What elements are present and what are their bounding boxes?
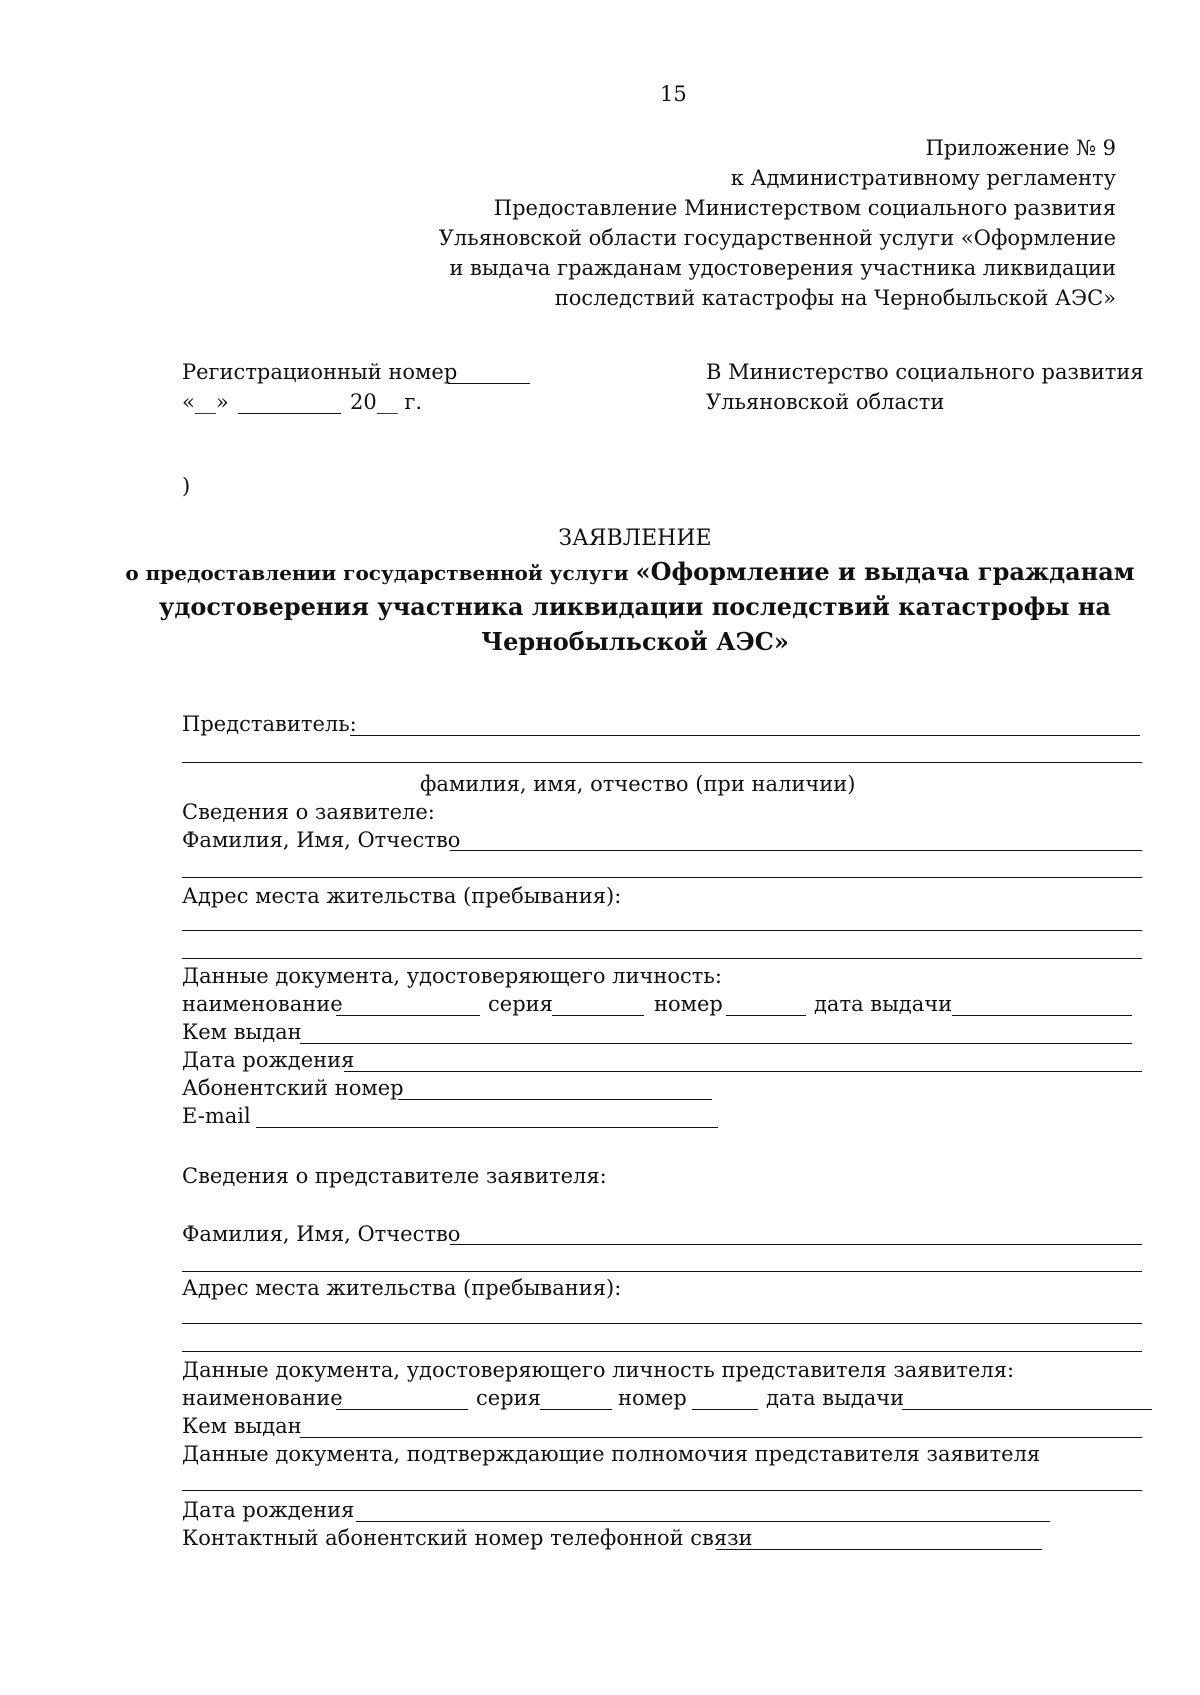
applicant-number-label: номер bbox=[654, 992, 723, 1016]
registration-month-line[interactable] bbox=[238, 413, 341, 414]
appendix-line-4: Ульяновской области государственной услуги «Оформление bbox=[438, 226, 1116, 250]
applicant-email-label: E-mail bbox=[182, 1104, 251, 1128]
title-sub-bold: «Оформление и выдача гражданам bbox=[635, 557, 1135, 586]
addressee-line-2: Ульяновской области bbox=[706, 390, 945, 414]
rep-series-label: серия bbox=[476, 1386, 541, 1410]
rep-phone-label: Контактный абонентский номер телефонной связи bbox=[182, 1526, 753, 1550]
fio-caption: фамилия, имя, отчество (при наличии) bbox=[420, 772, 856, 796]
rep-fio-line-2[interactable] bbox=[182, 1271, 1142, 1272]
page-number: 15 bbox=[660, 82, 687, 106]
rep-fio-label: Фамилия, Имя, Отчество bbox=[182, 1222, 461, 1246]
title-sub-line-1 bbox=[0, 557, 1200, 586]
title-sub-line-3: Чернобыльской АЭС» bbox=[481, 627, 789, 656]
title-sub-line-2: удостоверения участника ликвидации последствий катастрофы на bbox=[159, 592, 1111, 621]
rep-authority-line[interactable] bbox=[182, 1490, 1142, 1491]
registration-date-open: «__» bbox=[182, 390, 229, 414]
representative-line[interactable] bbox=[350, 735, 1140, 736]
registration-year: 20__ г. bbox=[350, 390, 423, 414]
rep-phone-line[interactable] bbox=[716, 1549, 1042, 1550]
applicant-issue-date-label: дата выдачи bbox=[814, 992, 953, 1016]
applicant-address-line-2[interactable] bbox=[182, 958, 1142, 959]
appendix-line-2: к Административному регламенту bbox=[730, 166, 1116, 190]
rep-number-line[interactable] bbox=[692, 1409, 758, 1410]
applicant-issued-by-label: Кем выдан bbox=[182, 1020, 302, 1044]
rep-authority-label: Данные документа, подтверждающие полномочия представителя заявителя bbox=[182, 1442, 1041, 1466]
applicant-doc-name-label: наименование bbox=[182, 992, 343, 1016]
rep-section-label: Сведения о представителе заявителя: bbox=[182, 1164, 607, 1188]
applicant-series-line[interactable] bbox=[552, 1015, 644, 1016]
rep-issue-date-label: дата выдачи bbox=[766, 1386, 905, 1410]
appendix-line-6: последствий катастрофы на Чернобыльской АЭС» bbox=[554, 286, 1116, 310]
rep-address-label: Адрес места жительства (пребывания): bbox=[182, 1276, 622, 1300]
rep-issued-by-label: Кем выдан bbox=[182, 1414, 302, 1438]
applicant-issue-date-line[interactable] bbox=[952, 1015, 1132, 1016]
rep-doc-name-line[interactable] bbox=[336, 1409, 468, 1410]
applicant-fio-line-2[interactable] bbox=[182, 877, 1142, 878]
applicant-id-doc-label: Данные документа, удостоверяющего личность: bbox=[182, 964, 722, 988]
title-sub-prefix: о предоставлении государственной услуги bbox=[125, 561, 636, 585]
applicant-issued-by-line[interactable] bbox=[300, 1043, 1132, 1044]
applicant-subscriber-label: Абонентский номер bbox=[182, 1076, 404, 1100]
applicant-doc-name-line[interactable] bbox=[336, 1015, 480, 1016]
title-main: ЗАЯВЛЕНИЕ bbox=[558, 526, 712, 551]
rep-birth-date-line[interactable] bbox=[356, 1521, 1050, 1522]
registration-number-label: Регистрационный номер bbox=[182, 360, 458, 384]
rep-birth-date-label: Дата рождения bbox=[182, 1498, 355, 1522]
rep-number-label: номер bbox=[618, 1386, 687, 1410]
appendix-line-1: Приложение № 9 bbox=[925, 136, 1116, 160]
applicant-number-line[interactable] bbox=[726, 1015, 806, 1016]
rep-doc-name-label: наименование bbox=[182, 1386, 343, 1410]
applicant-address-label: Адрес места жительства (пребывания): bbox=[182, 884, 622, 908]
registration-number-line[interactable] bbox=[448, 383, 530, 384]
applicant-subscriber-line[interactable] bbox=[398, 1099, 712, 1100]
rep-series-line[interactable] bbox=[540, 1409, 612, 1410]
applicant-fio-line[interactable] bbox=[450, 850, 1142, 851]
applicant-address-line-1[interactable] bbox=[182, 930, 1142, 931]
applicant-series-label: серия bbox=[488, 992, 553, 1016]
stray-mark: ) bbox=[182, 474, 191, 498]
appendix-line-3: Предоставление Министерством социального развития bbox=[493, 196, 1116, 220]
applicant-fio-label: Фамилия, Имя, Отчество bbox=[182, 828, 461, 852]
rep-issued-by-line[interactable] bbox=[300, 1437, 1142, 1438]
applicant-birth-date-label: Дата рождения bbox=[182, 1048, 355, 1072]
rep-issue-date-line[interactable] bbox=[902, 1409, 1152, 1410]
rep-fio-line[interactable] bbox=[450, 1244, 1142, 1245]
applicant-section-label: Сведения о заявителе: bbox=[182, 800, 435, 824]
applicant-email-line[interactable] bbox=[256, 1127, 718, 1128]
addressee-line-1: В Министерство социального развития bbox=[706, 360, 1144, 384]
rep-address-line-2[interactable] bbox=[182, 1351, 1142, 1352]
representative-label: Представитель: bbox=[182, 712, 357, 736]
appendix-line-5: и выдача гражданам удостоверения участника ликвидации bbox=[449, 256, 1116, 280]
applicant-birth-date-line[interactable] bbox=[344, 1071, 1142, 1072]
rep-id-doc-label: Данные документа, удостоверяющего личность представителя заявителя: bbox=[182, 1358, 1015, 1382]
representative-line-2[interactable] bbox=[182, 762, 1142, 763]
rep-address-line-1[interactable] bbox=[182, 1323, 1142, 1324]
